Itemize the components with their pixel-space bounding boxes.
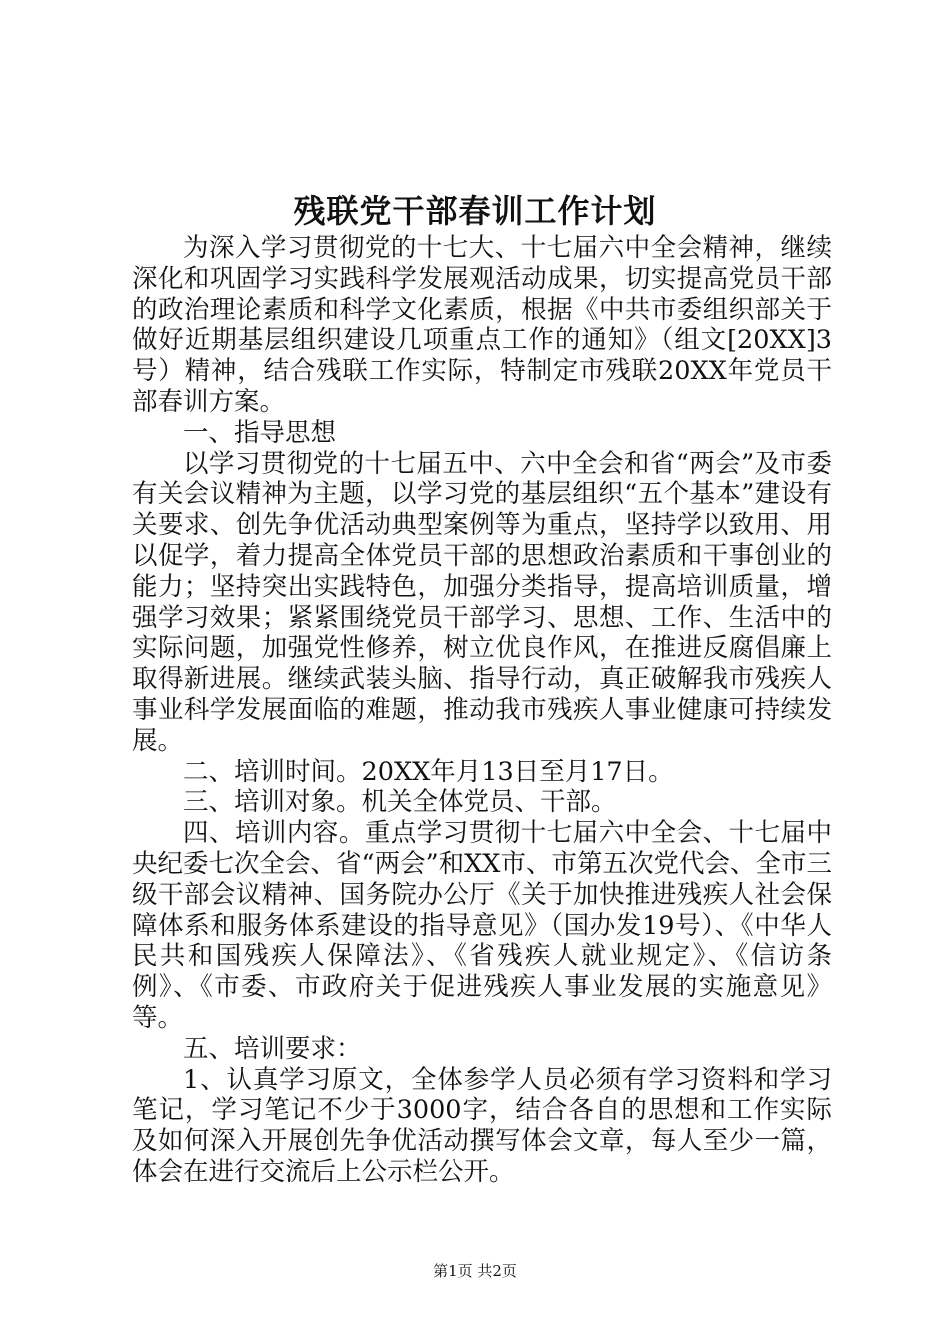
training-time-paragraph: 二、培训时间。20XX年月13日至月17日。 [183,756,674,787]
guiding-thought-paragraph: 以学习贯彻党的十七届五中、六中全会和省“两会”及市委有关会议精神为主题，以学习党的基层组织“五个基本”建设有关要求、创先争优活动典型案例等为重点，坚持学以致用、用以促学，着力提高全体党员干部的思想政治素质和干事创业的能力；坚持突出实践特色，加强分类指导，提高培训质量，增强学习效果；紧紧围绕党员干部学习、思想、工作、生活中的实际问题，加强党性修养，树立优良作风，在推进反腐倡廉上取得新进展。继续武装头脑、指导行动，真正破解我市残疾人事业科学发展面临的难题，推动我市残疾人事业健康可持续发展。 [132,448,832,756]
document-title: 残联党干部春训工作计划 [293,192,657,230]
document-body [132,233,832,1188]
section-heading-training-requirements: 五、培训要求： [183,1033,362,1064]
requirement-item-1: 1、认真学习原文，全体参学人员必须有学习资料和学习笔记，学习笔记不少于3000字，结合各自的思想和工作实际及如何深入开展创先争优活动撰写体会文章，每人至少一篇，体会在进行交流后上公示栏公开。 [132,1064,832,1187]
training-target-paragraph: 三、培训对象。机关全体党员、干部。 [183,787,617,818]
page-number-footer: 第1页 共2页 [433,1262,517,1280]
training-content-paragraph: 四、培训内容。重点学习贯彻十七届六中全会、十七届中央纪委七次全会、省“两会”和XX市、市第五次党代会、全市三级干部会议精神、国务院办公厅《关于加快推进残疾人社会保障体系和服务体系建设的指导意见》（国办发19号）、《中华人民共和国残疾人保障法》、《省残疾人就业规定》、《信访条例》、《市委、市政府关于促进残疾人事业发展的实施意见》等。 [132,818,832,1033]
intro-paragraph: 为深入学习贯彻党的十七大、十七届六中全会精神，继续深化和巩固学习实践科学发展观活动成果，切实提高党员干部的政治理论素质和科学文化素质，根据《中共市委组织部关于做好近期基层组织建设几项重点工作的通知》（组文[20XX]3号）精神，结合残联工作实际，特制定市残联20XX年党员干部春训方案。 [132,233,832,417]
section-heading-guiding-thought: 一、指导思想 [183,417,337,448]
